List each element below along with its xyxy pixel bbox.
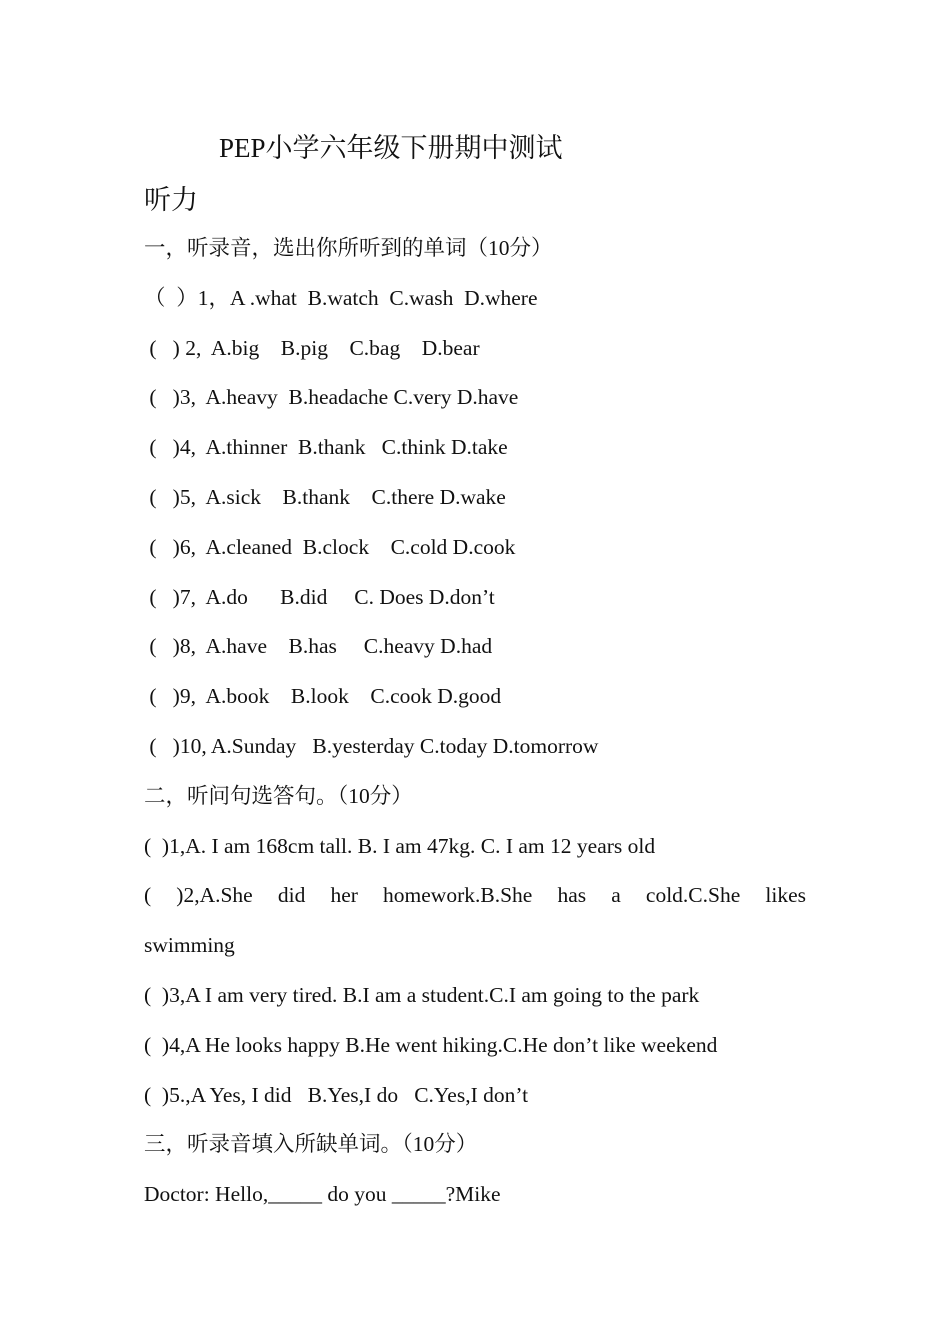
question-item: ( )9, A.book B.look C.cook D.good (144, 684, 502, 709)
question-item: ( )10, A.Sunday B.yesterday C.today D.tomorrow (144, 733, 599, 758)
exam-content (144, 229, 806, 1225)
section-1-heading: 一，听录音，选出你所听到的单词（10分） (144, 236, 553, 260)
question-item: ( )3, A.heavy B.headache C.very D.have (144, 385, 519, 410)
section-2-heading: 二，听问句选答句。（10分） (144, 783, 413, 808)
question-item: ( )4, A.thinner B.thank C.think D.take (144, 435, 508, 460)
question-item: ( )3,A I am very tired. B.I am a student.C.I am going to the park (144, 982, 700, 1007)
page-subtitle: 听力 (144, 185, 198, 215)
question-item: ( )2,A.She did her homework.B.She has a cold.C.She likes (144, 883, 806, 908)
question-item: ( )7, A.do B.did C. Does D.don’t (144, 584, 495, 609)
question-item: ( )8, A.have B.has C.heavy D.had (144, 634, 493, 659)
question-item: ( )6, A.cleaned B.clock C.cold D.cook (144, 534, 516, 559)
page-title: PEP小学六年级下册期中测试 (219, 133, 563, 163)
section-3-heading: 三，听录音填入所缺单词。（10分） (144, 1132, 478, 1157)
question-item: ( )1,A. I am 168cm tall. B. I am 47kg. C. I am 12 years old (144, 833, 656, 858)
question-item: ( )5.,A Yes, I did B.Yes,I do C.Yes,I don’t (144, 1082, 529, 1107)
question-item: （ ）1，A .what B.watch C.wash D.where (144, 285, 538, 310)
question-item-continuation: swimming (144, 933, 235, 958)
question-item: ( )4,A He looks happy B.He went hiking.C.He don’t like weekend (144, 1032, 718, 1057)
question-item: ( ) 2, A.big B.pig C.bag D.bear (144, 335, 480, 360)
question-item: Doctor: Hello,_____ do you _____?Mike (144, 1182, 501, 1207)
question-item: ( )5, A.sick B.thank C.there D.wake (144, 484, 506, 509)
